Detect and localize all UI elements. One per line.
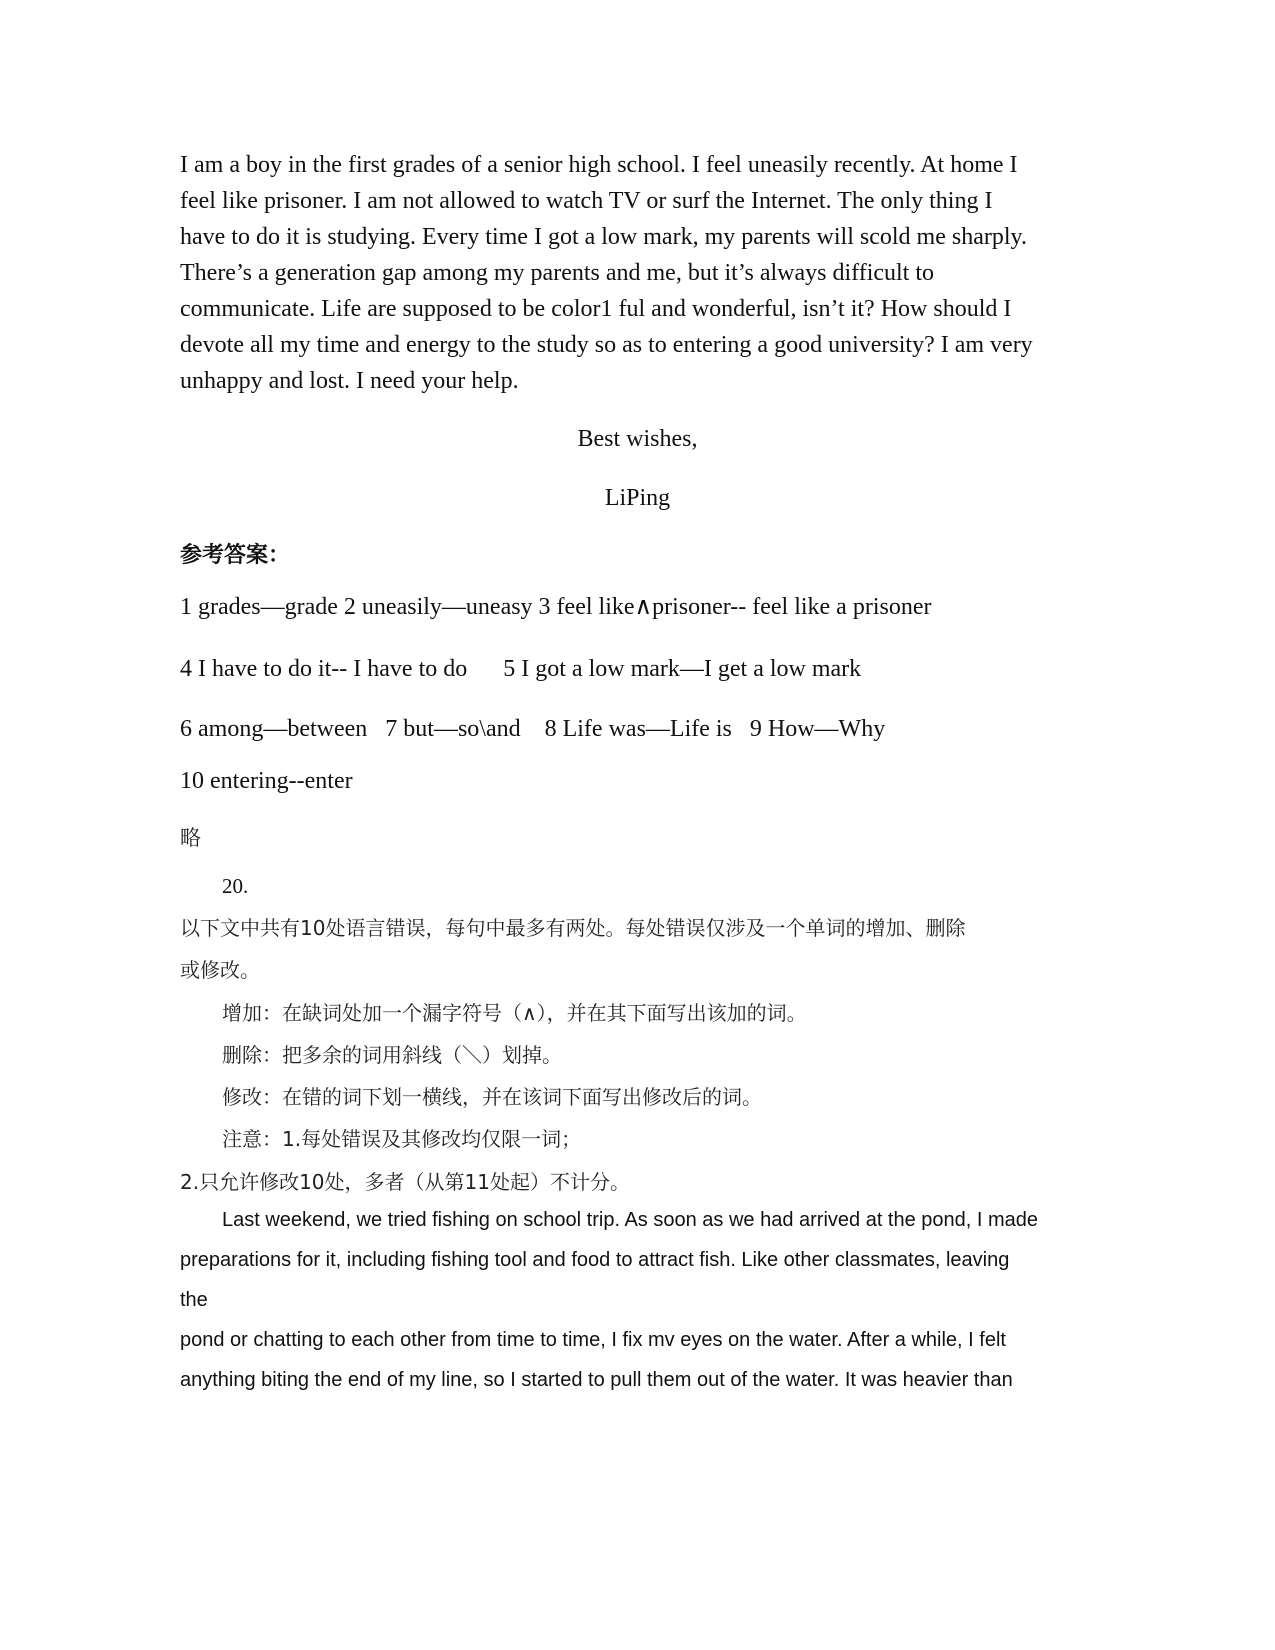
rule-add: 增加：在缺词处加一个漏字符号（∧），并在其下面写出该加的词。	[222, 1001, 807, 1025]
note-2: 2.只允许修改10处，多者（从第11处起）不计分。	[180, 1170, 630, 1194]
question-intro-line-2: 或修改。	[180, 958, 260, 982]
letter-line-6: devote all my time and energy to the study so as to entering a good university? I am very	[180, 332, 1033, 358]
answer-line-2: 4 I have to do it-- I have to do 5 I got a low mark—I get a low mark	[180, 656, 862, 682]
letter-line-5: communicate. Life are supposed to be color1 ful and wonderful, isn’t it? How should I	[180, 296, 1012, 322]
question-number: 20.	[222, 874, 249, 898]
answer-line-4: 10 entering--enter	[180, 768, 353, 794]
passage-line-3: the	[180, 1289, 208, 1311]
question-intro-line-1: 以下文中共有10处语言错误，每句中最多有两处。每处错误仅涉及一个单词的增加、删除	[180, 916, 966, 940]
passage-line-4: pond or chatting to each other from time to time, I fix mv eyes on the water. After a while, I felt	[180, 1329, 1006, 1351]
letter-line-3: have to do it is studying. Every time I got a low mark, my parents will scold me sharply.	[180, 224, 1027, 250]
passage-line-2: preparations for it, including fishing tool and food to attract fish. Like other classmates, leaving	[180, 1249, 1010, 1271]
answer-line-3: 6 among—between 7 but—so\and 8 Life was—Life is 9 How—Why	[180, 716, 886, 742]
rule-modify: 修改：在错的词下划一横线，并在该词下面写出修改后的词。	[222, 1085, 762, 1109]
letter-line-2: feel like prisoner. I am not allowed to watch TV or surf the Internet. The only thing I	[180, 188, 993, 214]
letter-line-7: unhappy and lost. I need your help.	[180, 368, 519, 394]
answer-omitted: 略	[180, 826, 201, 850]
letter-line-1: I am a boy in the first grades of a senior high school. I feel uneasily recently. At home I	[180, 152, 1018, 178]
answer-line-1: 1 grades—grade 2 uneasily—uneasy 3 feel like∧prisoner-- feel like a prisoner	[180, 594, 932, 620]
letter-signature: LiPing	[604, 485, 671, 511]
rule-delete: 删除：把多余的词用斜线（＼）划掉。	[222, 1043, 562, 1067]
passage-line-5: anything biting the end of my line, so I started to pull them out of the water. It was heavier than	[180, 1369, 1013, 1391]
letter-closing: Best wishes,	[577, 426, 698, 452]
passage-line-1: Last weekend, we tried fishing on school trip. As soon as we had arrived at the pond, I made	[222, 1209, 1039, 1231]
note-1: 注意：1.每处错误及其修改均仅限一词；	[222, 1127, 582, 1151]
letter-line-4: There’s a generation gap among my parents and me, but it’s always difficult to	[180, 260, 935, 286]
answer-heading: 参考答案：	[180, 543, 291, 568]
